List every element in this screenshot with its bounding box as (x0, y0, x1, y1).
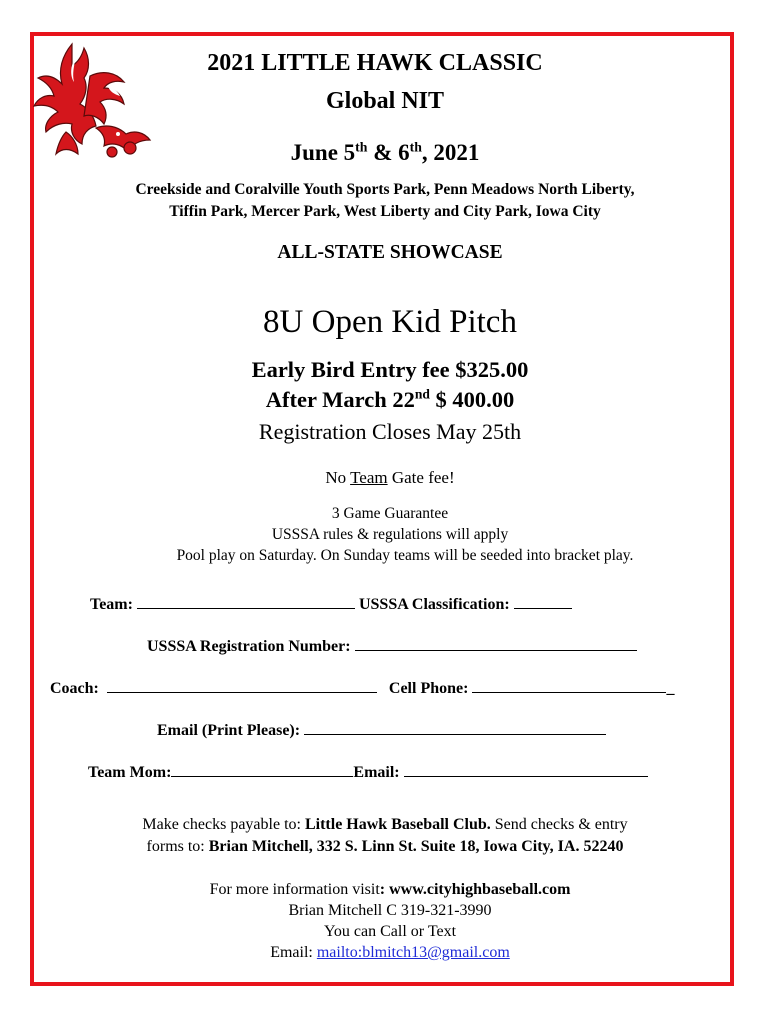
more-info-line (40, 881, 740, 899)
classification-input[interactable] (514, 594, 572, 609)
mailing-address: Brian Mitchell, 332 S. Linn St. Suite 18, Iowa City, IA. 52240 (208, 838, 624, 855)
date-start: June 5 (290, 140, 356, 165)
team-label: Team: (90, 596, 133, 613)
team-input[interactable] (137, 594, 355, 609)
contact-email-link[interactable]: mailto:blmitch13@gmail.com (316, 944, 510, 961)
pool-play-note: Pool play on Saturday. On Sunday teams will be seeded into bracket play. (176, 547, 634, 564)
team-mom-email-label: Email: (353, 764, 400, 781)
rules-note: USSSA rules & regulations will apply (271, 526, 509, 543)
call-or-text: You can Call or Text (323, 923, 457, 940)
website-link[interactable]: : www.cityhighbaseball.com (379, 881, 571, 898)
late-fee-sup: nd (414, 386, 430, 402)
contact-email-label: Email: (270, 944, 317, 961)
contact-email-line (40, 944, 740, 962)
early-bird-fee: Early Bird Entry fee $325.00 (251, 357, 529, 382)
registration-number-label: USSSA Registration Number: (147, 638, 351, 655)
team-mom-row (88, 762, 648, 782)
email-print-label: Email (Print Please): (157, 722, 301, 739)
coach-row (50, 678, 674, 698)
venues-line-1: Creekside and Coralville Youth Sports Park, Penn Meadows North Liberty, (135, 181, 635, 198)
payment-suffix: Send checks & entry (490, 816, 628, 833)
event-date (200, 140, 570, 166)
email-print-row (157, 720, 606, 740)
event-title: 2021 LITTLE HAWK CLASSIC (207, 50, 543, 76)
late-fee (40, 387, 740, 413)
cell-phone-label: Cell Phone: (388, 680, 469, 697)
date-sup: th (409, 139, 422, 155)
gate-underlined: Team (350, 468, 388, 487)
team-mom-input[interactable] (171, 762, 353, 777)
mail-to-prefix: forms to: (146, 838, 209, 855)
registration-row (147, 636, 637, 656)
game-guarantee: 3 Game Guarantee (331, 505, 449, 522)
classification-label: USSSA Classification: (358, 596, 510, 613)
gate-suffix: Gate fee! (387, 468, 455, 487)
cell-phone-tail: _ (666, 680, 675, 697)
late-fee-date: After March 22 (265, 387, 415, 412)
email-print-input[interactable] (304, 720, 606, 735)
coach-label: Coach: (50, 680, 99, 697)
date-end: & 6 (367, 140, 410, 165)
team-row (90, 594, 572, 614)
date-sup: th (355, 139, 368, 155)
more-info-prefix: For more information visit (209, 881, 380, 898)
venues-line-2: Tiffin Park, Mercer Park, West Liberty and City Park, Iowa City (169, 203, 601, 220)
payment-line-2 (40, 838, 730, 856)
cell-phone-input[interactable] (472, 678, 666, 693)
contact-phone: Brian Mitchell C 319-321-3990 (288, 902, 492, 919)
division-name: 8U Open Kid Pitch (263, 304, 517, 340)
event-subtitle: Global NIT (325, 88, 445, 114)
payment-line-1 (40, 816, 730, 834)
showcase-label: ALL-STATE SHOWCASE (277, 242, 503, 263)
payment-prefix: Make checks payable to: (142, 816, 305, 833)
coach-input[interactable] (107, 678, 377, 693)
registration-closes: Registration Closes May 25th (258, 419, 522, 444)
hawk-logo-icon (32, 36, 152, 158)
team-mom-label: Team Mom: (88, 764, 172, 781)
late-fee-amount: $ 400.00 (429, 387, 515, 412)
registration-number-input[interactable] (355, 636, 637, 651)
team-mom-email-input[interactable] (404, 762, 648, 777)
payment-payee: Little Hawk Baseball Club. (304, 816, 491, 833)
gate-prefix: No (325, 468, 351, 487)
gate-fee-note (40, 468, 740, 488)
date-year: , 2021 (421, 140, 480, 165)
